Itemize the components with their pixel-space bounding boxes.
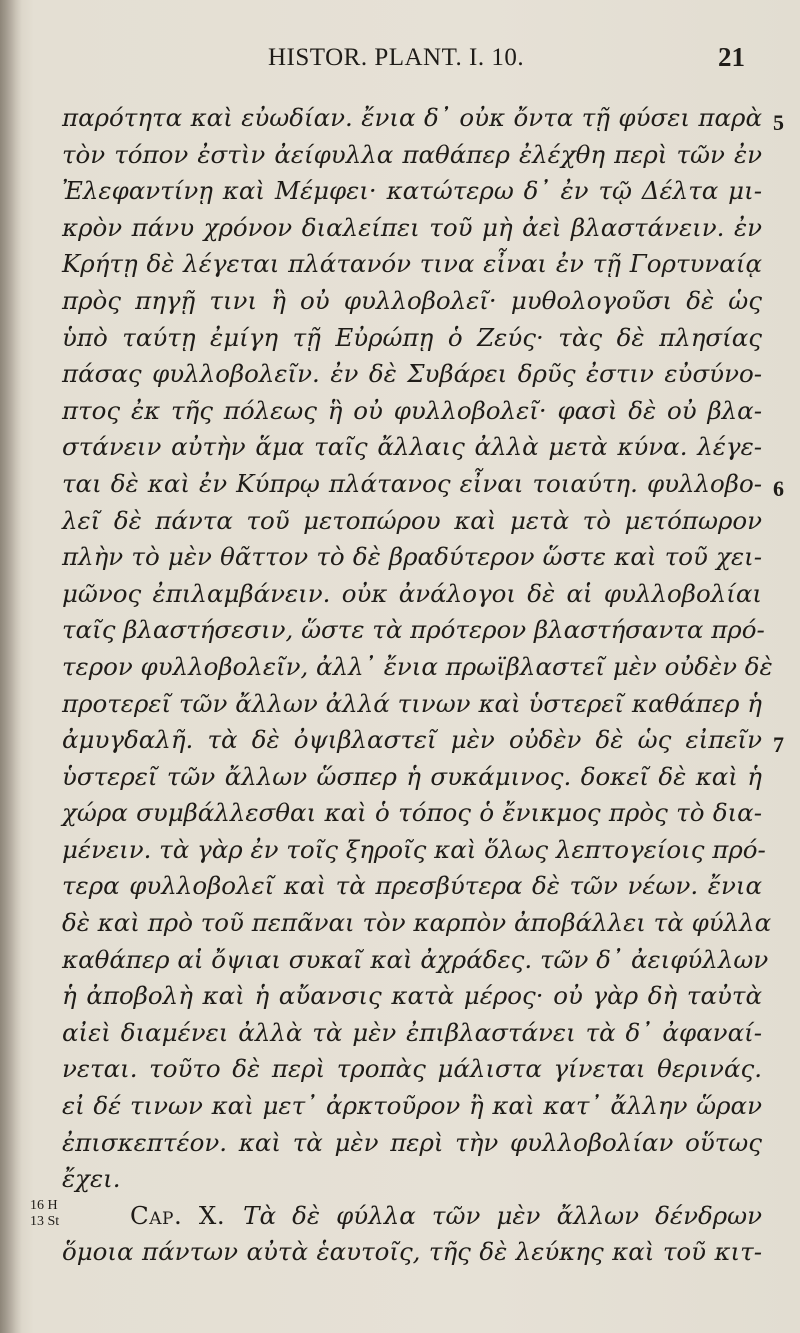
text-line: Τὰ δὲ φύλλα τῶν μὲν ἄλλων δένδρων [243,1200,762,1230]
text-line: αἰεὶ διαμένει ἀλλὰ τὰ μὲν ἐπιβλαστάνει τὰ δ᾽ ἀφαναί- [62,1017,762,1047]
text-line: πλὴν τὸ μὲν θᾶττον τὸ δὲ βραδύτερον ὥστε καὶ τοῦ χει- [62,542,762,572]
margin-section-number: 7 [773,732,784,757]
text-line: ἔχει. [62,1164,121,1194]
text-line: ἀμυγδαλῆ. τὰ δὲ ὀψιβλαστεῖ μὲν οὐδὲν δὲ ὡς εἰπεῖν [62,725,762,755]
text-line: ἐπισκεπτέον. καὶ τὰ μὲν περὶ τὴν φυλλοβολίαν οὕτως [62,1127,762,1157]
text-line: λεῖ δὲ πάντα τοῦ μετοπώρου καὶ μετὰ τὸ μετόπωρον [62,505,762,535]
text-line: ὑστερεῖ τῶν ἄλλων ὥσπερ ἡ συκάμινος. δοκεῖ δὲ καὶ ἡ [62,761,762,791]
text-line: εἰ δέ τινων καὶ μετ᾽ ἀρκτοῦρον ἢ καὶ κατ᾽ ἄλλην ὥραν [62,1091,762,1121]
text-line: νεται. τοῦτο δὲ περὶ τροπὰς μάλιστα γίνεται θερινάς. [62,1054,762,1084]
text-line: Κρήτῃ δὲ λέγεται πλάτανόν τινα εἶναι ἐν τῇ Γορτυναίᾳ [62,249,762,279]
text-line: μῶνος ἐπιλαμβάνειν. οὐκ ἀνάλογοι δὲ αἱ φυλλοβολίαι [62,578,762,608]
running-head: HISTOR. PLANT. I. 10. [268,44,525,71]
text-line: ὅμοια πάντων αὐτὰ ἑαυτοῖς, τῆς δὲ λεύκης καὶ τοῦ κιτ- [62,1237,762,1267]
text-line: καθάπερ αἱ ὄψιαι συκαῖ καὶ ἀχράδες. τῶν δ᾽ ἀειφύλλων [62,944,769,974]
text-line: Ἐλεφαντίνῃ καὶ Μέμφει· κατώτερω δ᾽ ἐν τῷ Δέλτα μι- [62,176,762,206]
text-line: πτος ἐκ τῆς πόλεως ἣ οὐ φυλλοβολεῖ· φασὶ δὲ οὐ βλα- [62,395,762,425]
text-line: κρὸν πάνυ χρόνον διαλείπει τοῦ μὴ ἀεὶ βλαστάνειν. ἐν [62,212,762,242]
text-line: ἡ ἀποβολὴ καὶ ἡ αὔανσις κατὰ μέρος· οὐ γὰρ δὴ ταὐτὰ [62,981,762,1011]
text-line: τερον φυλλοβολεῖν, ἀλλ᾽ ἔνια πρωϊβλαστεῖ μὲν οὐδὲν δὲ [62,651,773,681]
page-header [0,42,800,82]
text-line: τερα φυλλοβολεῖ καὶ τὰ πρεσβύτερα δὲ τῶν νέων. ἔνια [62,871,762,901]
page-number: 21 [718,42,745,72]
text-line: ταῖς βλαστήσεσιν, ὥστε τὰ πρότερον βλαστήσαντα πρό- [62,615,765,645]
text-line: μένειν. τὰ γὰρ ἐν τοῖς ξηροῖς καὶ ὅλως λεπτογείοις πρό- [62,834,766,864]
gutter-shadow [0,0,22,1333]
margin-section-number: 6 [773,476,784,501]
text-line: πρὸς πηγῇ τινι ἣ οὐ φυλλοβολεῖ· μυθολογοῦσι δὲ ὡς [62,285,762,315]
text-line: παρότητα καὶ εὐωδίαν. ἔνια δ᾽ οὐκ ὄντα τῇ φύσει παρὰ [62,103,762,132]
text-line: χώρα συμβάλλεσθαι καὶ ὁ τόπος ὁ ἔνικμος πρὸς τὸ δια- [62,798,762,828]
chapter-label: Cap. X. [130,1200,226,1230]
text-line: ὑπὸ ταύτῃ ἐμίγη τῇ Εὐρώπῃ ὁ Ζεύς· τὰς δὲ πλησίας [62,322,762,352]
text-line: δὲ καὶ πρὸ τοῦ πεπᾶναι τὸν καρπὸν ἀποβάλλει τὰ φύλλα [62,908,772,938]
text-line: ται δὲ καὶ ἐν Κύπρῳ πλάτανος εἶναι τοιαύτη. φυλλοβο- [62,468,762,498]
text-line: στάνειν αὐτὴν ἅμα ταῖς ἄλλαις ἀλλὰ μετὰ κύνα. λέγε- [62,432,762,462]
text-line: προτερεῖ τῶν ἄλλων ἀλλά τινων καὶ ὑστερεῖ καθάπερ ἡ [62,688,762,718]
side-reference-line: 16 H [30,1198,58,1213]
text-line: τὸν τόπον ἐστὶν ἀείφυλλα παθάπερ ἐλέχθη περὶ τῶν ἐν [62,139,762,169]
main-text [62,100,773,1271]
side-reference [30,1198,59,1230]
chapter-start-line [62,1198,762,1235]
text-line: πάσας φυλλοβολεῖν. ἐν δὲ Συβάρει δρῦς ἐστιν εὐσύνο- [62,359,762,389]
side-reference-line: 13 St [30,1214,60,1229]
margin-section-number: 5 [773,110,784,135]
